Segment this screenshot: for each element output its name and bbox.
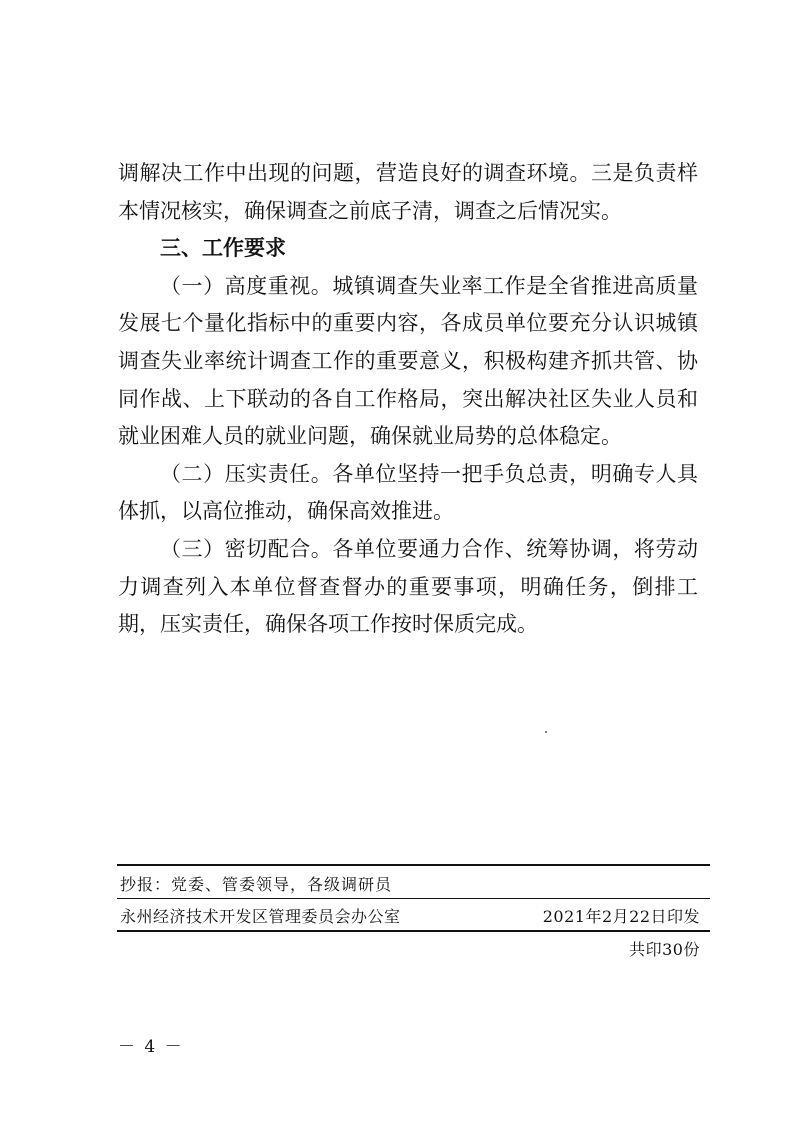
paragraph-high-priority: （一）高度重视。城镇调查失业率工作是全省推进高质量发展七个量化指标中的重要内容，各成员单位要充分认识城镇调查失业率统计调查工作的重要意义，积极构建齐抓共管、协同作战、上下联动的各自工作格局，突出解决社区失业人员和就业困难人员的就业问题，确保就业局势的总体稳定。 xyxy=(118,273,698,449)
footer-middle-rule xyxy=(117,898,710,899)
issuing-office: 永州经济技术开发区管理委员会办公室 xyxy=(120,907,401,926)
copies-printed: 共印30份 xyxy=(629,940,700,959)
paragraph-responsibility: （二）压实责任。各单位坚持一把手负总责，明确专人具体抓，以高位推动，确保高效推进。 xyxy=(118,461,698,524)
paragraph-continuation: 调解决工作中出现的问题，营造良好的调查环境。三是负责样本情况核实，确保调查之前底子清，调查之后情况实。 xyxy=(118,161,698,223)
document-body xyxy=(118,155,698,644)
page-number: － 4 － xyxy=(118,1037,184,1057)
paragraph-cooperation: （三）密切配合。各单位要通力合作、统筹协调，将劳动力调查列入本单位督查督办的重要事项，明确任务，倒排工期，压实责任，确保各项工作按时保质完成。 xyxy=(118,536,698,637)
footer-top-rule xyxy=(117,864,710,866)
scan-speck xyxy=(545,731,547,733)
issue-date: 2021年2月22日印发 xyxy=(542,907,700,926)
cc-recipients: 抄报：党委、管委领导，各级调研员 xyxy=(120,875,393,894)
footer-bottom-rule xyxy=(117,930,710,932)
section-heading: 三、工作要求 xyxy=(160,236,286,261)
